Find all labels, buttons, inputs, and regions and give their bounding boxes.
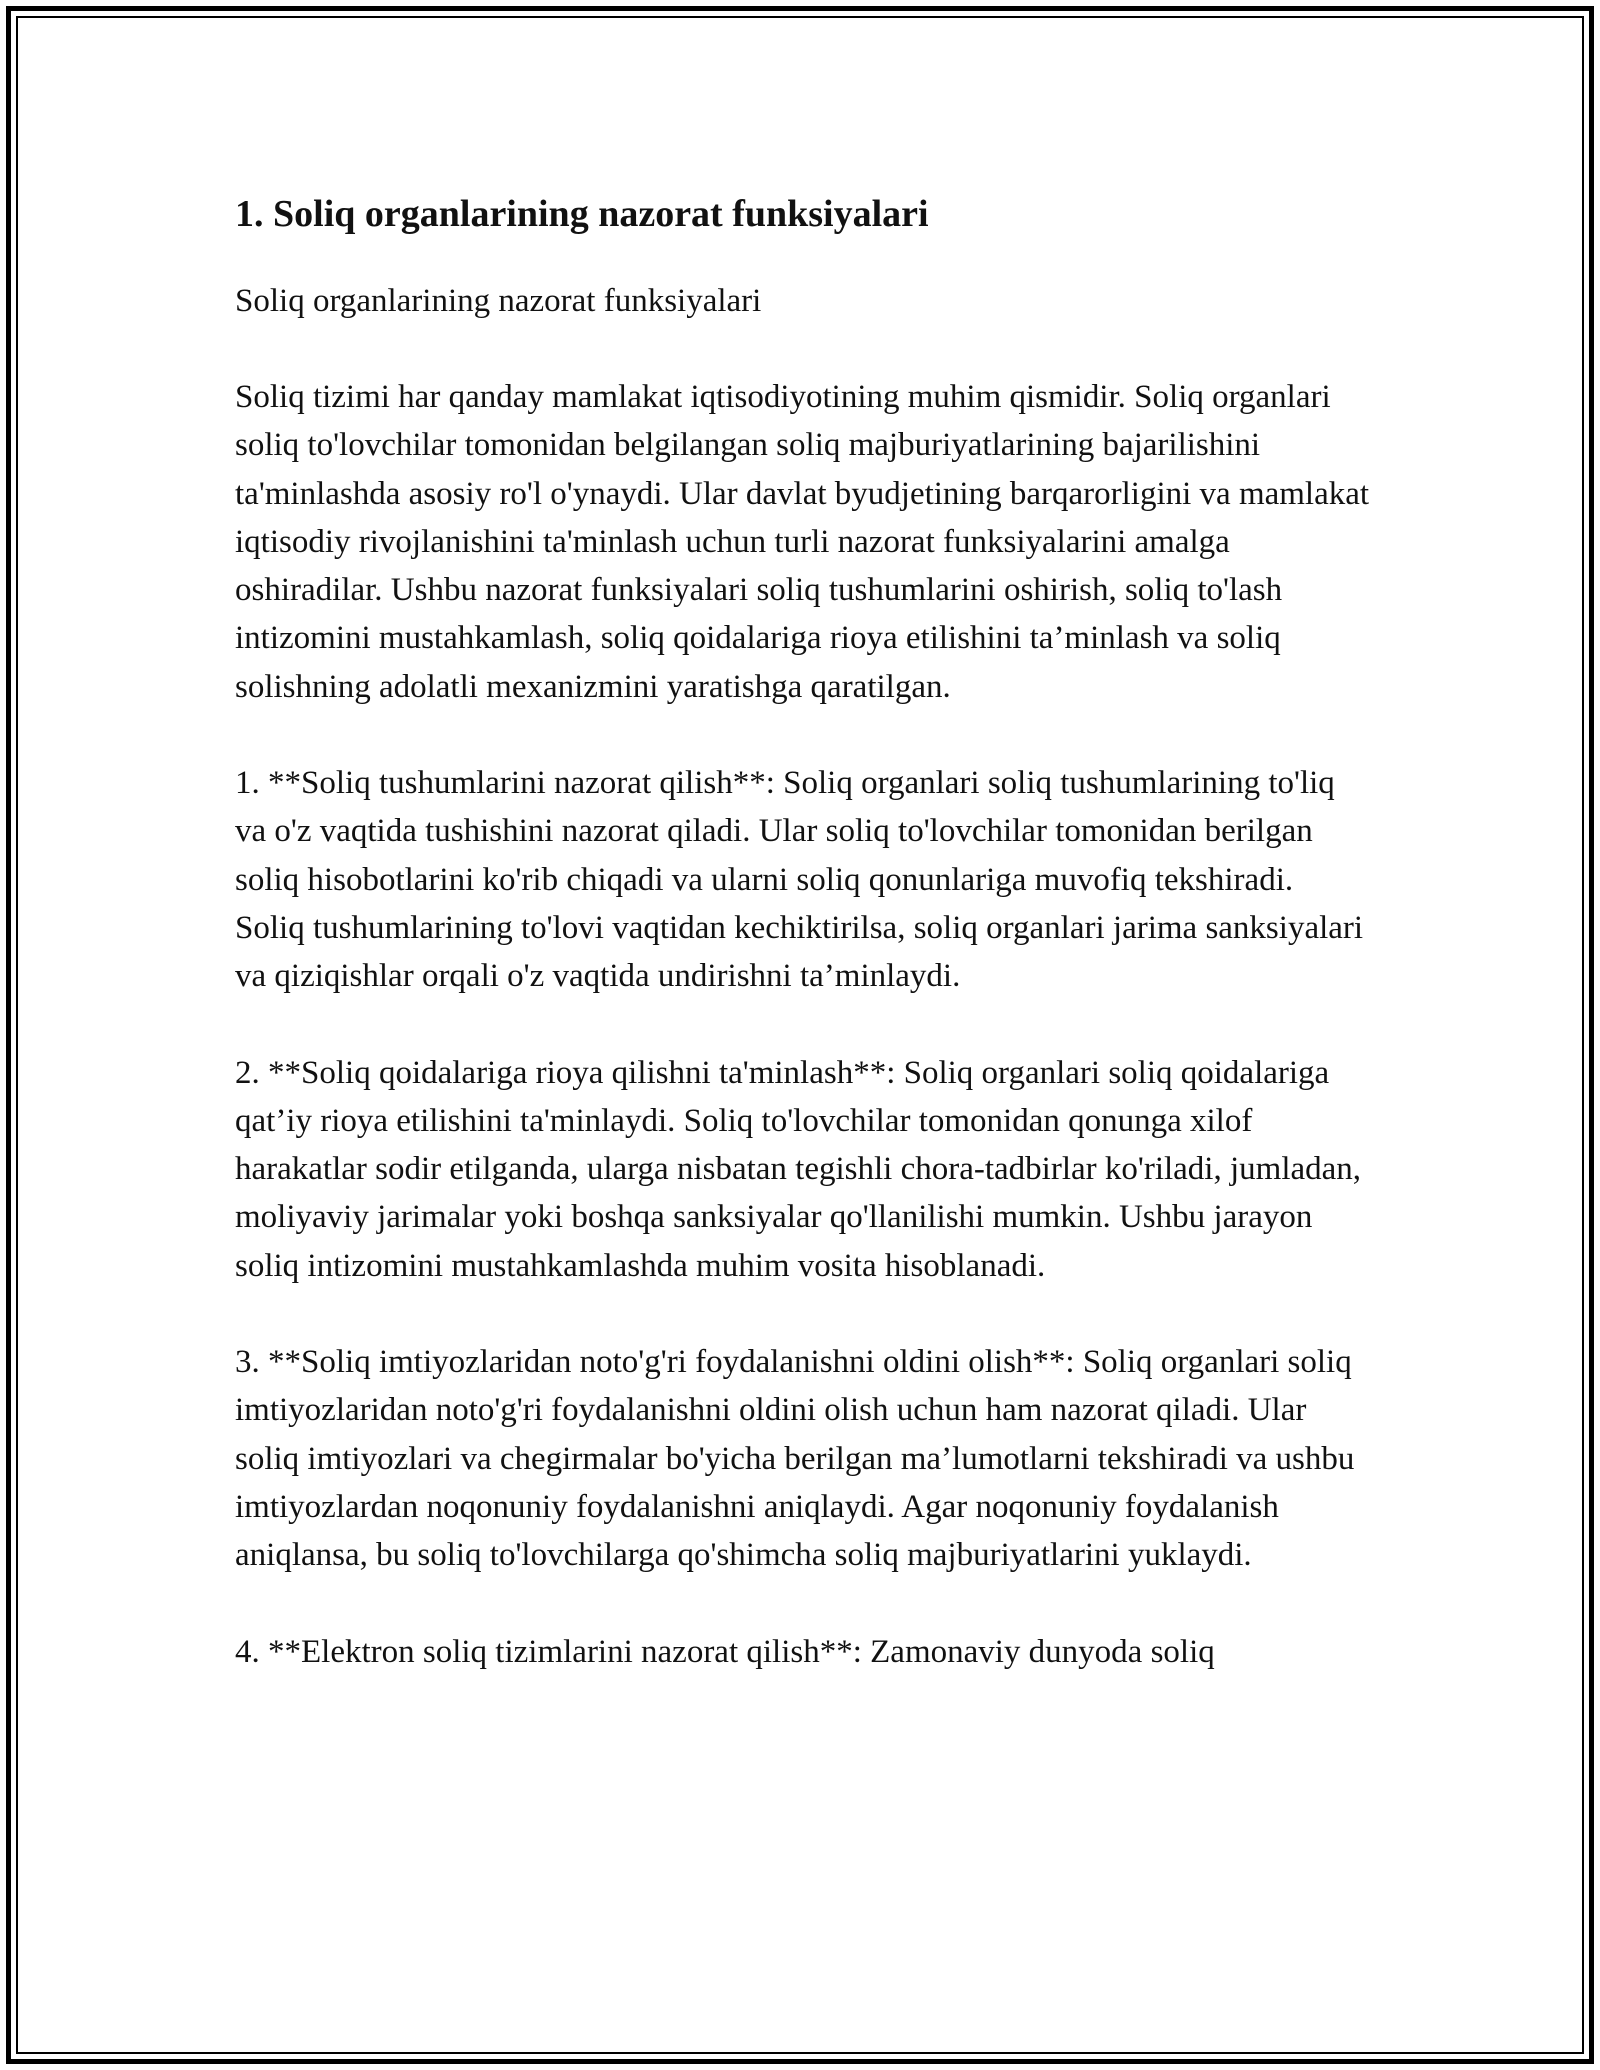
document-heading: 1. Soliq organlarining nazorat funksiyalari <box>235 193 929 235</box>
list-item: 4. **Elektron soliq tizimlarini nazorat qilish**: Zamonaviy dunyoda soliq <box>235 1633 1215 1670</box>
list-item: 2. **Soliq qoidalariga rioya qilishni ta'minlash**: Soliq organlari soliq qoidalariga qat’iy rioya etilishini ta'minlaydi. Soliq to'lovchilar tomonidan qonunga xilof harakatlar sodir etilganda, ularga nisbatan tegishli chora-tadbirlar ko'riladi, jumladan, moliyaviy jarimalar yoki boshqa sanksiyalar qo'llanilishi mumkin. Ushbu jarayon soliq intizomini mustahkamlashda muhim vosita hisoblanadi. <box>235 1054 1362 1284</box>
document-body <box>235 185 1370 1724</box>
list-item: 1. **Soliq tushumlarini nazorat qilish**: Soliq organlari soliq tushumlarining to'liq va o'z vaqtida tushishini nazorat qiladi. Ular soliq to'lovchilar tomonidan berilgan soliq hisobotlarini ko'rib chiqadi va ularni soliq qonunlariga muvofiq tekshiradi. Soliq tushumlarining to'lovi vaqtidan kechiktirilsa, soliq organlari jarima sanksiyalari va qiziqishlar orqali o'z vaqtida undirishni ta’minlaydi. <box>235 765 1364 995</box>
intro-paragraph: Soliq tizimi har qanday mamlakat iqtisodiyotining muhim qismidir. Soliq organlari soliq to'lovchilar tomonidan belgilangan soliq majburiyatlarining bajarilishini ta'minlashda asosiy ro'l o'ynaydi. Ular davlat byudjetining barqarorligini va mamlakat iqtisodiy rivojlanishini ta'minlash uchun turli nazorat funksiyalarini amalga oshiradilar. Ushbu nazorat funksiyalari soliq tushumlarini oshirish, soliq to'lash intizomini mustahkamlash, soliq qoidalariga rioya etilishini ta’minlash va soliq solishning adolatli mexanizmini yaratishga qaratilgan. <box>235 379 1370 705</box>
list-item: 3. **Soliq imtiyozlaridan noto'g'ri foydalanishni oldini olish**: Soliq organlari soliq imtiyozlaridan noto'g'ri foydalanishni oldini olish uchun ham nazorat qiladi. Ular soliq imtiyozlari va chegirmalar bo'yicha berilgan ma’lumotlarni tekshiradi va ushbu imtiyozlardan noqonuniy foydalanishni aniqlaydi. Agar noqonuniy foydalanish aniqlansa, bu soliq to'lovchilarga qo'shimcha soliq majburiyatlarini yuklaydi. <box>235 1344 1355 1574</box>
document-subheading: Soliq organlarining nazorat funksiyalari <box>235 283 762 319</box>
